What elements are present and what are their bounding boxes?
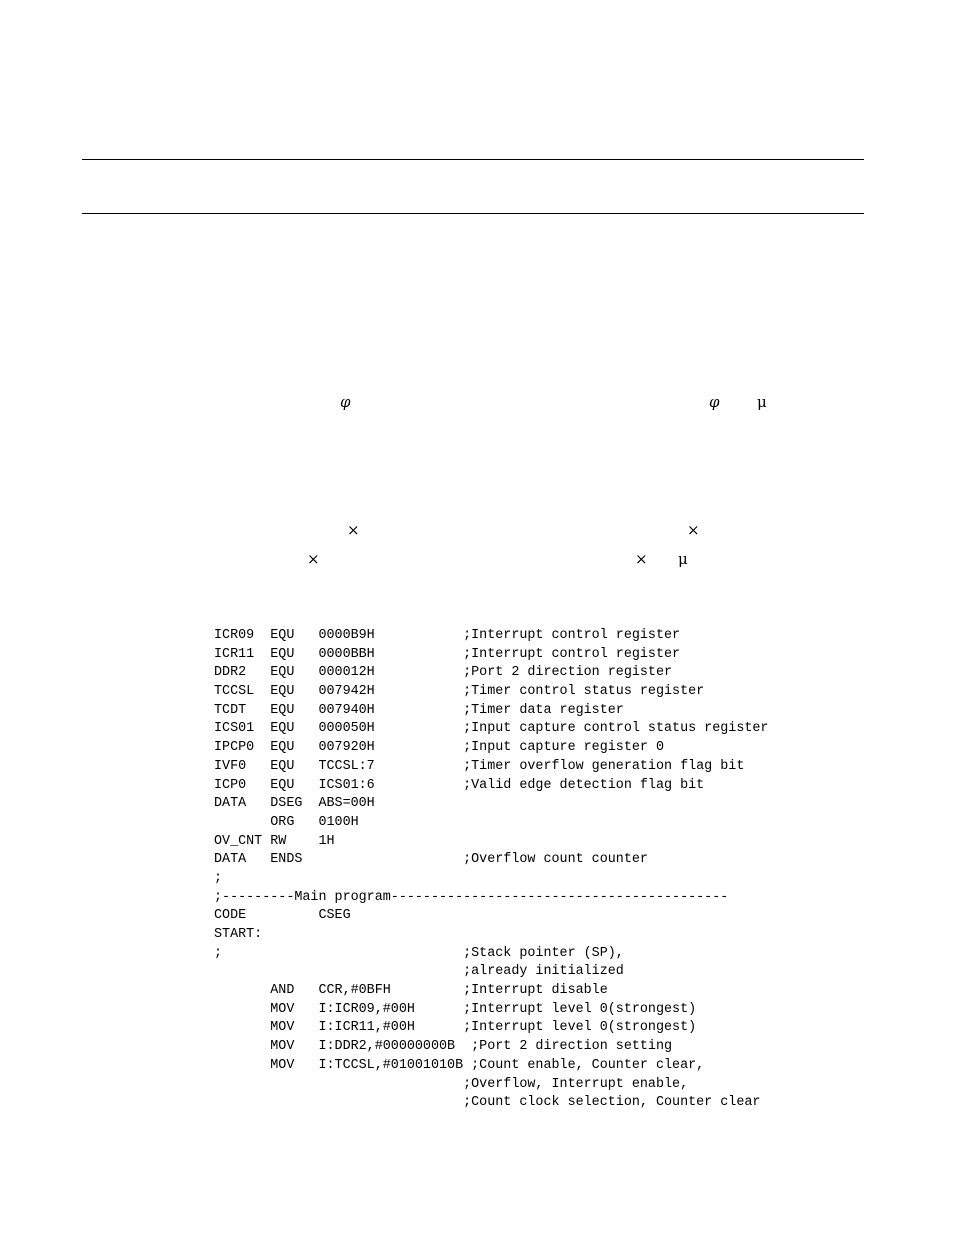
mu-symbol: μ	[678, 550, 688, 568]
assembly-code-listing	[214, 627, 768, 1113]
code-line: DATA DSEG ABS=00H	[214, 796, 375, 812]
multiply-symbol: ×	[687, 521, 700, 539]
code-line: AND CCR,#0BFH ;Interrupt disable	[214, 983, 608, 999]
code-line: ICR11 EQU 0000BBH ;Interrupt control register	[214, 646, 681, 662]
multiply-symbol: ×	[307, 550, 320, 568]
code-line: ICS01 EQU 000050H ;Input capture control status register	[214, 721, 769, 737]
code-line: MOV I:TCCSL,#01001010B ;Count enable, Counter clear,	[214, 1057, 705, 1073]
code-line: DATA ENDS ;Overflow count counter	[214, 852, 648, 868]
code-line: MOV I:ICR09,#00H ;Interrupt level 0(strongest)	[214, 1001, 697, 1017]
code-line: OV_CNT RW 1H	[214, 833, 335, 849]
code-line: IVF0 EQU TCCSL:7 ;Timer overflow generation flag bit	[214, 758, 745, 774]
multiply-symbol: ×	[347, 521, 360, 539]
code-line: START:	[214, 927, 263, 942]
multiply-symbol: ×	[635, 550, 648, 568]
code-line: MOV I:DDR2,#00000000B ;Port 2 direction setting	[214, 1039, 673, 1055]
code-line: DDR2 EQU 000012H ;Port 2 direction register	[214, 665, 673, 681]
code-line: TCCSL EQU 007942H ;Timer control status register	[214, 684, 705, 700]
code-line: ;already initialized	[214, 964, 624, 980]
code-line: ICR09 EQU 0000B9H ;Interrupt control register	[214, 628, 681, 643]
code-line: IPCP0 EQU 007920H ;Input capture register 0	[214, 740, 664, 756]
mu-symbol: μ	[757, 393, 767, 411]
code-line: ICP0 EQU ICS01:6 ;Valid edge detection flag bit	[214, 777, 705, 793]
code-line: ;	[214, 870, 223, 886]
code-line: ;Overflow, Interrupt enable,	[214, 1076, 689, 1092]
code-line: ; ;Stack pointer (SP),	[214, 945, 624, 961]
code-line: ORG 0100H	[214, 814, 359, 830]
header-rule-top	[82, 159, 864, 160]
code-line: ;---------Main program------------------------------------------	[214, 889, 729, 905]
phi-symbol: φ	[709, 393, 720, 411]
header-rule-bottom	[82, 213, 864, 214]
phi-symbol: φ	[340, 393, 351, 411]
code-line: ;Count clock selection, Counter clear	[214, 1095, 761, 1111]
code-line: TCDT EQU 007940H ;Timer data register	[214, 702, 624, 718]
code-line: MOV I:ICR11,#00H ;Interrupt level 0(strongest)	[214, 1020, 697, 1036]
code-line: CODE CSEG	[214, 908, 351, 924]
